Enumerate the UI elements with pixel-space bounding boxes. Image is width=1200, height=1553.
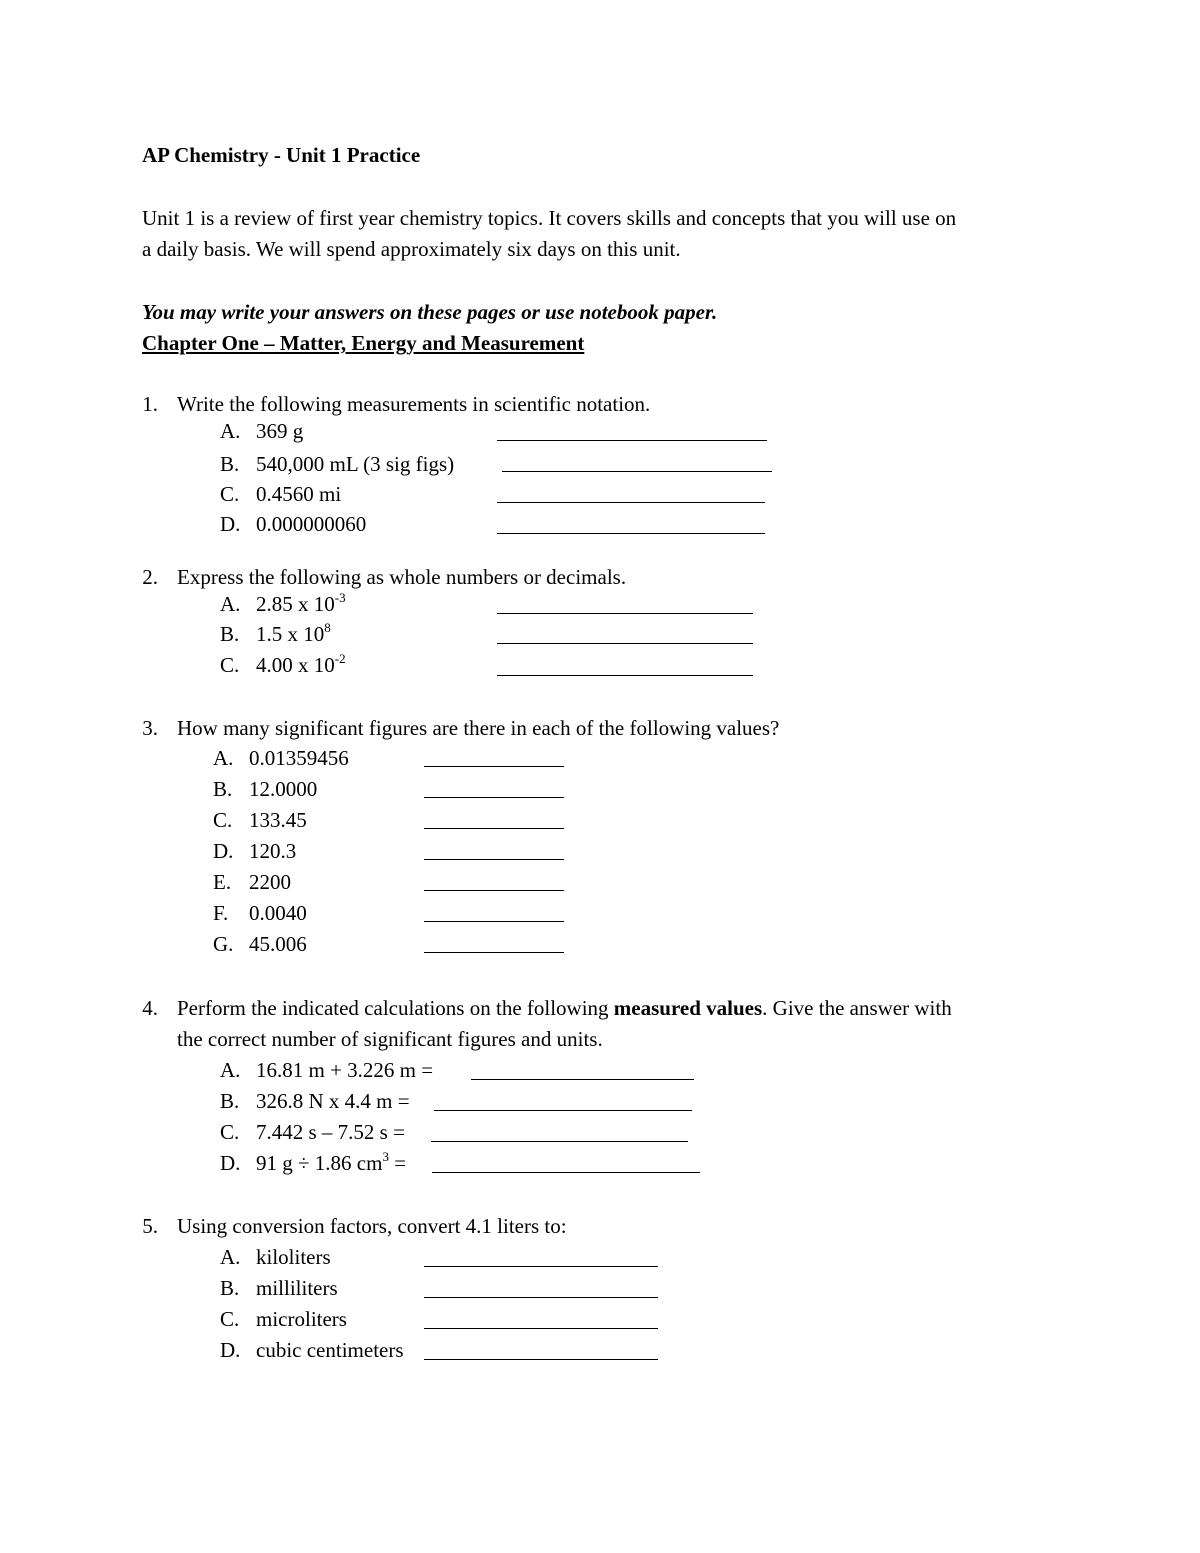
list-item <box>220 652 346 678</box>
list-item <box>220 511 366 537</box>
item-text: milliliters <box>256 1276 338 1300</box>
intro-text-line-2: a daily basis. We will spend approximately six days on this unit. <box>142 237 681 261</box>
list-item <box>213 776 317 802</box>
item-text: kiloliters <box>256 1245 331 1269</box>
prompt-text: Perform the indicated calculations on the following <box>177 996 614 1020</box>
item-text: 45.006 <box>249 932 307 956</box>
item-text: 7.442 s – 7.52 s = <box>256 1120 405 1144</box>
answer-blank[interactable] <box>497 613 753 614</box>
item-text: 12.0000 <box>249 777 318 801</box>
item-text-end: = <box>388 1151 407 1175</box>
question-number: 2. <box>142 565 158 589</box>
list-item <box>213 869 291 895</box>
item-letter: C. <box>213 808 233 832</box>
list-item <box>213 745 349 771</box>
intro-text-line-1: Unit 1 is a review of first year chemistry topics. It covers skills and concepts that you will use on <box>142 206 957 230</box>
question-prompt-line-2: the correct number of significant figures and units. <box>177 1027 603 1051</box>
answer-blank[interactable] <box>424 766 564 767</box>
list-item <box>213 807 307 833</box>
answer-blank[interactable] <box>424 859 564 860</box>
list-item <box>220 1119 405 1145</box>
instructions-text: You may write your answers on these pages or use notebook paper. <box>142 300 718 324</box>
answer-blank[interactable] <box>497 533 765 534</box>
item-exponent: 3 <box>382 1149 389 1164</box>
question-prompt: Express the following as whole numbers or decimals. <box>177 565 627 589</box>
question-prompt: How many significant figures are there in each of the following values? <box>177 716 780 740</box>
question-number: 4. <box>142 996 158 1020</box>
item-letter: B. <box>213 777 233 801</box>
item-letter: B. <box>220 1276 240 1300</box>
answer-blank[interactable] <box>424 1359 658 1360</box>
answer-blank[interactable] <box>434 1110 692 1111</box>
item-text: 0.4560 mi <box>256 482 342 506</box>
item-text: 540,000 mL (3 sig figs) <box>256 452 455 476</box>
item-letter: D. <box>220 1338 241 1362</box>
item-text: 16.81 m + 3.226 m = <box>256 1058 434 1082</box>
item-exponent: -3 <box>334 590 346 605</box>
item-letter: B. <box>220 622 240 646</box>
prompt-text-end: . Give the answer with <box>762 996 952 1020</box>
item-letter: D. <box>220 1151 241 1175</box>
item-text: cubic centimeters <box>256 1338 404 1362</box>
answer-blank[interactable] <box>424 828 564 829</box>
item-letter: B. <box>220 1089 240 1113</box>
item-text: 133.45 <box>249 808 307 832</box>
list-item <box>220 1088 410 1114</box>
prompt-bold-text: measured values <box>613 996 763 1020</box>
item-text: 0.000000060 <box>256 512 367 536</box>
list-item <box>220 591 346 617</box>
item-letter: A. <box>213 746 234 770</box>
item-base: 4.00 x 10 <box>256 653 335 677</box>
item-letter: G. <box>213 932 234 956</box>
answer-blank[interactable] <box>432 1172 700 1173</box>
list-item <box>220 481 341 507</box>
answer-blank[interactable] <box>424 1266 658 1267</box>
list-item <box>213 900 307 926</box>
answer-blank[interactable] <box>424 921 564 922</box>
item-letter: E. <box>213 870 232 894</box>
question-prompt: Using conversion factors, convert 4.1 liters to: <box>177 1214 567 1238</box>
item-letter: F. <box>213 901 229 925</box>
answer-blank[interactable] <box>424 1328 658 1329</box>
list-item <box>220 1275 338 1301</box>
item-letter: C. <box>220 1120 240 1144</box>
chapter-heading: Chapter One – Matter, Energy and Measurement <box>142 331 585 355</box>
answer-blank[interactable] <box>431 1141 688 1142</box>
item-text: microliters <box>256 1307 347 1331</box>
list-item <box>220 1057 433 1083</box>
item-text: 369 g <box>256 419 304 443</box>
answer-blank[interactable] <box>497 643 753 644</box>
item-exponent: -2 <box>334 651 346 666</box>
list-item <box>220 1306 347 1332</box>
answer-blank[interactable] <box>424 890 564 891</box>
item-text: 326.8 N x 4.4 m = <box>256 1089 410 1113</box>
item-text: 0.0040 <box>249 901 307 925</box>
item-base: 2.85 x 10 <box>256 592 335 616</box>
list-item <box>220 1244 331 1270</box>
item-base: 1.5 x 10 <box>256 622 325 646</box>
item-text: 91 g ÷ 1.86 cm <box>256 1151 383 1175</box>
item-letter: A. <box>220 1058 241 1082</box>
answer-blank[interactable] <box>497 502 765 503</box>
item-letter: A. <box>220 592 241 616</box>
answer-blank[interactable] <box>471 1079 694 1080</box>
item-letter: C. <box>220 653 240 677</box>
item-exponent: 8 <box>324 620 331 635</box>
list-item <box>220 418 303 444</box>
item-text: 120.3 <box>249 839 297 863</box>
item-letter: C. <box>220 1307 240 1331</box>
list-item <box>220 1337 404 1363</box>
answer-blank[interactable] <box>424 797 564 798</box>
list-item <box>220 621 331 647</box>
item-text: 0.01359456 <box>249 746 349 770</box>
answer-blank[interactable] <box>502 471 772 472</box>
item-text: 2200 <box>249 870 291 894</box>
question-prompt: Write the following measurements in scientific notation. <box>177 392 651 416</box>
question-prompt <box>177 995 952 1021</box>
list-item <box>220 1150 406 1176</box>
list-item <box>213 838 296 864</box>
item-letter: D. <box>213 839 234 863</box>
item-letter: A. <box>220 419 241 443</box>
list-item <box>220 451 454 477</box>
list-item <box>213 931 307 957</box>
question-number: 1. <box>142 392 158 416</box>
item-letter: A. <box>220 1245 241 1269</box>
answer-blank[interactable] <box>497 440 767 441</box>
question-number: 5. <box>142 1214 158 1238</box>
answer-blank[interactable] <box>497 675 753 676</box>
answer-blank[interactable] <box>424 1297 658 1298</box>
item-letter: B. <box>220 452 240 476</box>
page-title: AP Chemistry - Unit 1 Practice <box>142 143 421 167</box>
item-letter: C. <box>220 482 240 506</box>
item-letter: D. <box>220 512 241 536</box>
question-number: 3. <box>142 716 158 740</box>
answer-blank[interactable] <box>424 952 564 953</box>
